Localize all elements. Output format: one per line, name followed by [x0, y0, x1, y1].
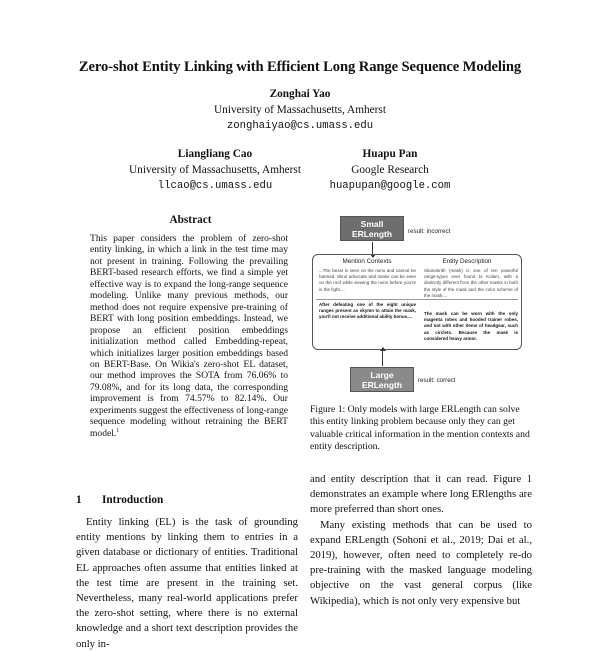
intro-paragraph: Entity linking (EL) is the task of grounding entity mentions by linking them to entries in a given database or dictionary of entities. Traditional EL approaches often assume that entities linked at the test time are present in the training set. Nevertheless, many real-world applications prefer the zero-shot setting, where there is no external knowledge and a short text description provides the only in- [76, 516, 298, 650]
author-affiliation: Google Research [351, 164, 429, 176]
panel-divider [316, 299, 518, 300]
intro-paragraph: Many existing methods that can be used to expand ERLength (Sohoni et al., 2019; Dai et al., 2019), however, often need to completely re-do pre-training with the masked language modeling objective on the vast general corpus (like Wikipedia), which is not only very expensive but [310, 518, 532, 607]
large-erlength-box [350, 367, 414, 392]
intro-right-column [310, 472, 532, 609]
arrow-up-icon [382, 350, 383, 366]
author-block-pan [300, 146, 480, 194]
small-box-label: Small [360, 219, 384, 229]
entity-description-heading: Entity Description [442, 258, 492, 265]
intro-paragraph-continued: and entity description that it can read. Figure 1 demonstrates an example where long ERlengths are more preferred than short ones. [310, 473, 532, 516]
section-title: Introduction [102, 494, 164, 506]
mention-context-text: ...The beast is seen on the ruins and cannot be harmed. Skrul advocate and snake can be seen on the roof while viewing the ruins before you're in the fight.... [319, 268, 416, 292]
abstract-text [90, 233, 288, 439]
section-heading-introduction [76, 494, 163, 506]
mention-contexts-heading: Mention Contexts [342, 258, 392, 265]
large-result-label: result: correct [418, 377, 456, 384]
large-box-label: Large [370, 370, 394, 380]
large-box-label: ERLength [361, 380, 403, 390]
footnote-mark: 1 [116, 427, 120, 434]
author-name: Huapu Pan [362, 148, 418, 160]
mention-context-text-highlight: After defeating one of the eight unique ranges present as skymn to attain the mask, you'll not receive additional ability bonus.... [319, 302, 416, 320]
abstract-body-text: This paper considers the problem of zero-shot entity linking, in which a link in the test time may not present in training. Following the prevailing BERT-based research efforts, we find a simple yet effective way is to expand the long-range sequence modeling. Unlike many previous methods, our method does not require expensive pre-training of BERT with long position embeddings. Instead, we propose an efficient position embeddings initialization method called Embedding-repeat, which initializes larger position embeddings based on BERT-Base. On Wikia's zero-shot EL dataset, our method improves the SOTA from 76.06% to 79.08%, and for its long data, the corresponding improvement is from 74.57% to 82.14%. Our experiments suggest the effectiveness of long-range sequence modeling without retraining the BERT model. [90, 233, 288, 439]
small-erlength-box [340, 216, 404, 241]
entity-description-text-highlight: The mask can be worn with the only magenta robes and hooded trainer robes, and not with other items of headgear, such as circlets. Because the mask is considered heavy armor. [424, 311, 518, 341]
author-email[interactable]: huapupan@google.com [329, 180, 451, 192]
paper-title: Zero-shot Entity Linking with Efficient Long Range Sequence Modeling [78, 59, 522, 75]
author-affiliation: University of Massachusetts, Amherst [214, 104, 386, 116]
figure-caption: Figure 1: Only models with large ERLength can solve this entity linking problem because only they can get valuable critical information in the mention contexts and entity description. [310, 404, 530, 452]
author-affiliation: University of Massachusetts, Amherst [129, 164, 301, 176]
entity-description-text: Skandorith (mask) is one of ten powerful range-types ever found to Kolam, with a distinctly different from the other masks in both the style of the mask and the color scheme of the mask.... [424, 268, 518, 298]
author-name: Zonghai Yao [269, 88, 331, 100]
intro-left-column [76, 515, 298, 652]
figure-context-panel [312, 254, 522, 350]
small-box-label: ERLength [351, 229, 393, 239]
author-block-cao [110, 146, 320, 194]
author-block-yao [150, 86, 450, 134]
abstract-heading: Abstract [169, 214, 212, 226]
author-name: Liangliang Cao [177, 148, 253, 160]
author-email[interactable]: zonghaiyao@cs.umass.edu [226, 120, 374, 132]
section-number: 1 [76, 494, 82, 506]
author-email[interactable]: llcao@cs.umass.edu [157, 180, 273, 192]
small-result-label: result: incorrect [408, 228, 451, 235]
